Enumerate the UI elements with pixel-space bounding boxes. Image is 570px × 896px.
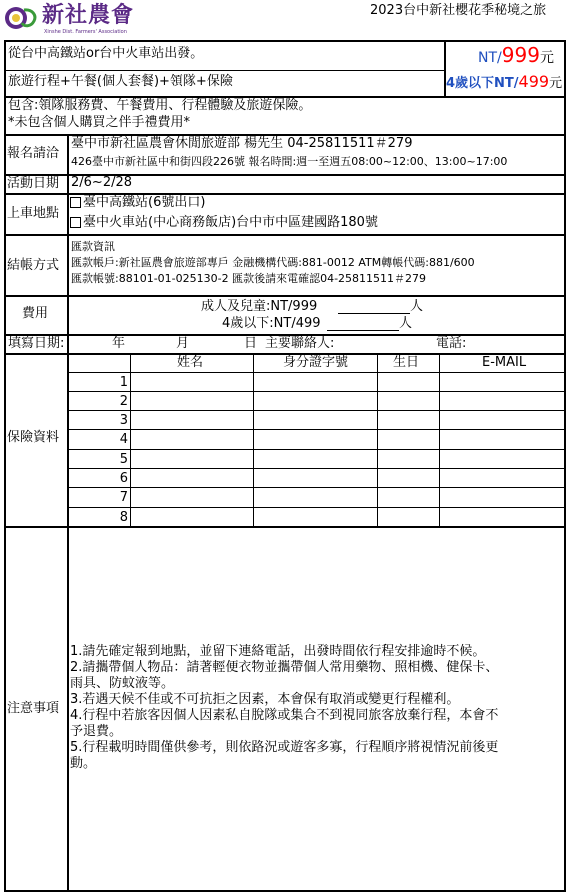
price-adult-prefix: NT/ <box>478 50 502 66</box>
fill-date-label: 填寫日期: <box>8 336 65 351</box>
note-item: 動。 <box>70 756 97 771</box>
price-adult-value: 999 <box>501 43 540 67</box>
registration-line-1: 臺中市新社區農會休閒旅遊部 楊先生 04-25811511＃279 <box>71 136 413 151</box>
note-item: 雨具、防蚊液等。 <box>70 676 175 691</box>
boarding-label: 上車地點 <box>7 206 60 221</box>
payment-line-2: 匯款帳戶:新社區農會旅遊部專戶 金融機構代碼:881-0012 ATM轉帳代碼:881/600 <box>71 256 475 269</box>
row-number: 1 <box>119 375 128 390</box>
price-child-suffix: 元 <box>549 76 563 91</box>
row-number: 7 <box>119 490 128 505</box>
fees-child: 4歲以下:NT/499 <box>222 316 321 331</box>
payment-line-3: 匯款帳號:88101-01-025130-2 匯款後請來電確認04-25811511＃279 <box>71 272 427 285</box>
row-number: 6 <box>119 471 128 486</box>
fill-year: 年 <box>112 336 126 351</box>
row-number: 2 <box>119 394 128 409</box>
checkbox-icon[interactable] <box>70 217 81 228</box>
includes-line-2: *未包含個人購買之伴手禮費用* <box>8 115 191 130</box>
price-child-prefix: 4歲以下NT/ <box>446 76 519 91</box>
page-title: 2023台中新社櫻花季秘境之旅 <box>370 3 547 18</box>
price-adult <box>478 43 554 67</box>
note-item: 3.若遇天候不佳或不可抗拒之因素，本會保有取消或變更行程權利。 <box>70 692 460 707</box>
departure-text: 從台中高鐵站or台中火車站出發。 <box>8 46 204 61</box>
note-item: 予退費。 <box>70 724 123 739</box>
logo-subtitle: Xinshe Dist. Farmers' Association <box>44 29 127 35</box>
boarding-option-1[interactable] <box>70 196 205 211</box>
includes-line-1: 包含:領隊服務費、午餐費用、行程體驗及旅遊保險。 <box>8 98 312 113</box>
fill-day: 日 <box>244 336 258 351</box>
price-child <box>446 72 562 91</box>
logo-emblem-icon <box>4 5 38 31</box>
fill-phone: 電話: <box>436 336 467 351</box>
payment-label: 結帳方式 <box>7 258 60 273</box>
boarding-option-2[interactable] <box>70 216 378 231</box>
fees-label: 費用 <box>22 306 49 321</box>
note-item: 5.行程載明時間僅供參考，則依路況或遊客多寡，行程順序將視情況前後更 <box>70 740 499 755</box>
registration-label: 報名請洽 <box>7 146 60 161</box>
notes-label: 注意事項 <box>7 701 60 716</box>
logo-text: 新社農會 <box>42 2 135 28</box>
row-number: 4 <box>119 432 128 447</box>
note-item: 1.請先確定報到地點，並留下連絡電話，出發時間依行程安排逾時不候。 <box>70 644 486 659</box>
activity-date-value: 2/6~2/28 <box>71 175 133 190</box>
col-header-email: E-MAIL <box>482 355 527 370</box>
note-item: 4.行程中若旅客因個人因素私自脫隊或集合不到視同旅客放棄行程，本會不 <box>70 708 499 723</box>
fees-adult: 成人及兒童:NT/999 <box>201 299 318 314</box>
insurance-label: 保險資料 <box>7 430 60 445</box>
row-number: 3 <box>119 413 128 428</box>
checkbox-icon[interactable] <box>70 197 81 208</box>
boarding-option-1-label: 臺中高鐵站(6號出口) <box>83 195 206 210</box>
registration-line-2: 426臺中市新社區中和街四段226號 報名時間:週一至週五08:00~12:00、13:00~17:00 <box>71 155 508 168</box>
fees-adult-blank[interactable] <box>338 313 410 314</box>
logo <box>4 3 174 39</box>
fill-month: 月 <box>176 336 190 351</box>
fees-adult-unit: 人 <box>410 299 424 314</box>
boarding-option-2-label: 臺中火車站(中心商務飯店)台中市中區建國路180號 <box>83 215 378 230</box>
row-number: 8 <box>119 510 128 525</box>
col-header-birthday: 生日 <box>393 355 420 370</box>
price-child-value: 499 <box>518 72 550 91</box>
activity-date-label: 活動日期 <box>7 176 60 191</box>
col-header-name: 姓名 <box>177 355 204 370</box>
payment-line-1: 匯款資訊 <box>71 240 115 253</box>
row-number: 5 <box>119 452 128 467</box>
col-header-id: 身分證字號 <box>283 355 349 370</box>
note-item: 2.請攜帶個人物品：請著輕便衣物並攜帶個人常用藥物、照相機、健保卡、 <box>70 660 499 675</box>
fees-child-unit: 人 <box>399 316 413 331</box>
price-adult-suffix: 元 <box>539 50 554 66</box>
fill-contact: 主要聯絡人: <box>265 336 335 351</box>
itinerary-text: 旅遊行程+午餐(個人套餐)+領隊+保險 <box>8 74 233 89</box>
fees-child-blank[interactable] <box>327 330 399 331</box>
